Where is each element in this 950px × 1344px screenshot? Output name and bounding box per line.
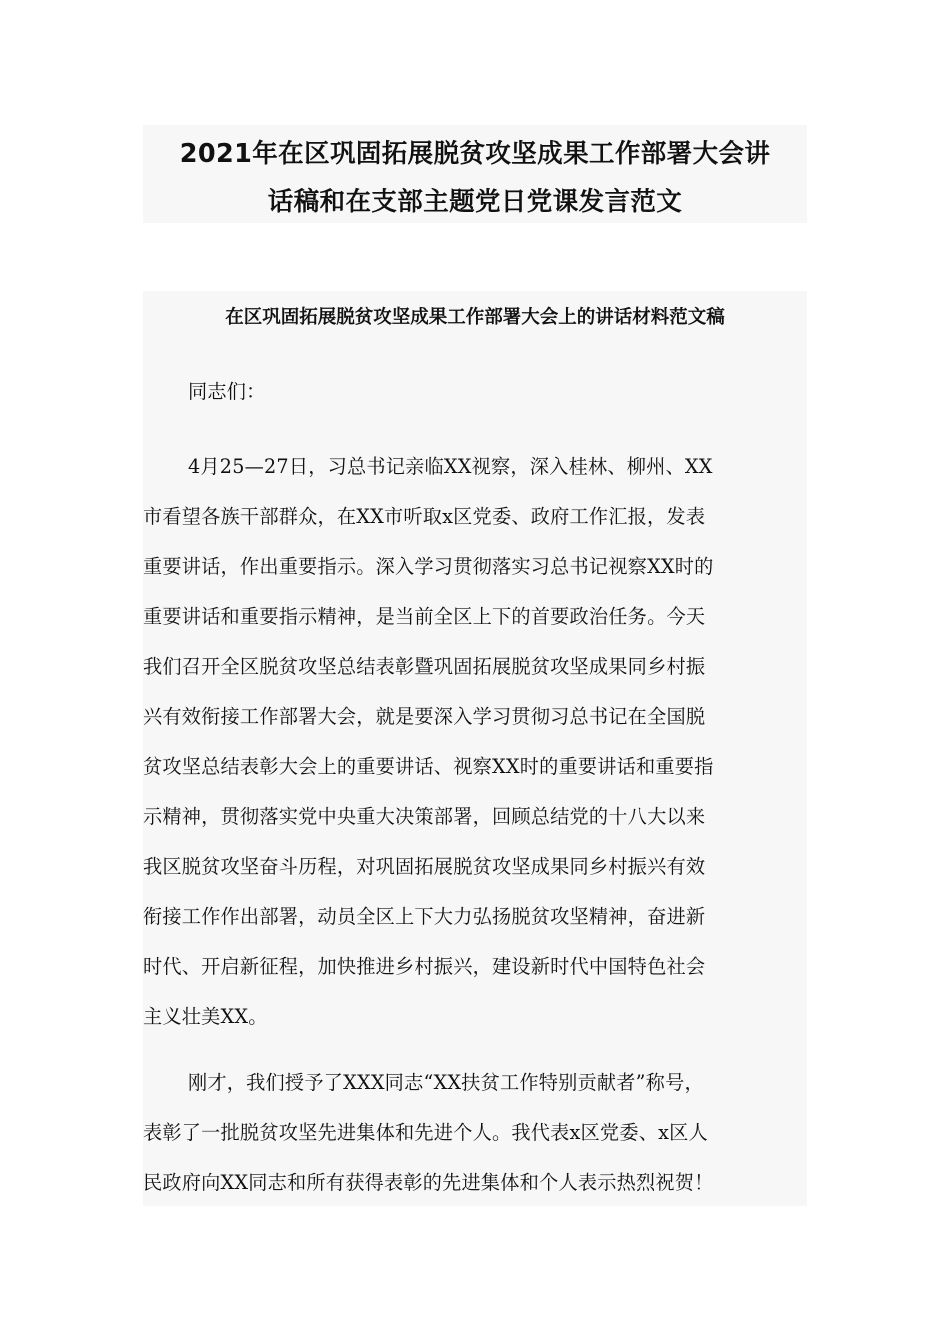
paragraph-1-line: 重要讲话和重要指示精神，是当前全区上下的首要政治任务。今天 [143,605,706,628]
paragraph-2-line: 刚才，我们授予了XXX同志“XX扶贫工作特别贡献者”称号， [188,1071,704,1094]
paragraph-1-line: 示精神，贯彻落实党中央重大决策部署，回顾总结党的十八大以来 [143,805,706,828]
paragraph-1-line: 贫攻坚总结表彰大会上的重要讲话、视察XX时的重要讲话和重要指 [143,755,714,778]
paragraph-1-line: 时代、开启新征程，加快推进乡村振兴，建设新时代中国特色社会 [143,955,706,978]
paragraph-2-line: 表彰了一批脱贫攻坚先进集体和先进个人。我代表x区党委、x区人 [143,1121,708,1144]
document-title-line-2: 话稿和在支部主题党日党课发言范文 [267,187,683,217]
greeting: 同志们： [188,380,266,403]
document-title-line-1: 2021年在区巩固拓展脱贫攻坚成果工作部署大会讲 [179,139,771,169]
paragraph-1-line: 我区脱贫攻坚奋斗历程，对巩固拓展脱贫攻坚成果同乡村振兴有效 [143,855,706,878]
section-subtitle: 在区巩固拓展脱贫攻坚成果工作部署大会上的讲话材料范文稿 [225,307,725,328]
paragraph-1-line: 衔接工作作出部署，动员全区上下大力弘扬脱贫攻坚精神，奋进新 [143,905,706,928]
paragraph-1-line: 市看望各族干部群众，在XX市听取x区党委、政府工作汇报，发表 [143,505,706,528]
paragraph-1-line: 兴有效衔接工作部署大会，就是要深入学习贯彻习总书记在全国脱 [143,705,706,728]
document-body [143,291,807,1206]
paragraph-1-line: 主义壮美XX。 [143,1005,268,1028]
paragraph-1-line: 4月25—27日，习总书记亲临XX视察，深入桂林、柳州、XX [188,455,713,478]
paragraph-1-line: 重要讲话，作出重要指示。深入学习贯彻落实习总书记视察XX时的 [143,555,714,578]
paragraph-1-line: 我们召开全区脱贫攻坚总结表彰暨巩固拓展脱贫攻坚成果同乡村振 [143,655,706,678]
document-title-block [143,125,807,223]
paragraph-2-line: 民政府向XX同志和所有获得表彰的先进集体和个人表示热烈祝贺！ [143,1171,714,1194]
